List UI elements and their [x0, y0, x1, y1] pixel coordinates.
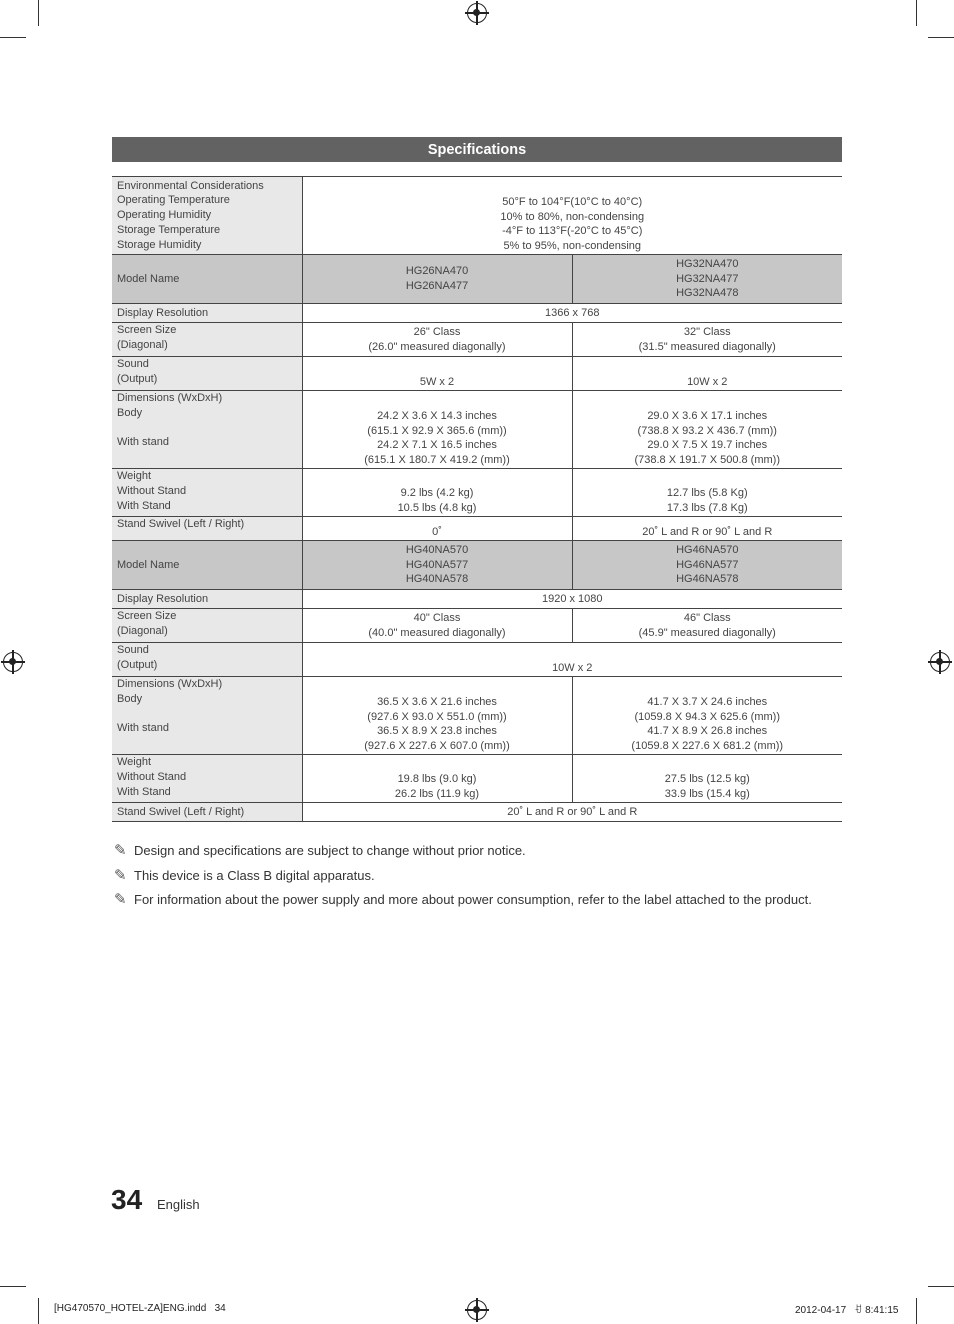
page-title: Specifications — [112, 137, 842, 162]
table-cell: 40" Class (40.0" measured diagonally) — [302, 609, 572, 643]
table-row — [112, 391, 842, 469]
crop-mark — [38, 1298, 39, 1324]
table-cell: 20˚ L and R or 90˚ L and R — [302, 803, 842, 822]
table-row — [112, 323, 842, 357]
table-cell: 27.5 lbs (12.5 kg) 33.9 lbs (15.4 kg) — [572, 755, 842, 803]
table-cell: 41.7 X 3.7 X 24.6 inches (1059.8 X 94.3 X 625.6 (mm)) 41.7 X 8.9 X 26.8 inches (1059.8 X 227.6 X 681.2 (mm)) — [572, 677, 842, 755]
table-row — [112, 517, 842, 541]
pencil-icon: ✎ — [114, 891, 127, 908]
table-cell: 26" Class (26.0" measured diagonally) — [302, 323, 572, 357]
row-label: Display Resolution — [112, 590, 302, 609]
registration-mark-icon — [930, 652, 950, 672]
table-cell: 1920 x 1080 — [302, 590, 842, 609]
row-label: Weight Without Stand With Stand — [112, 469, 302, 517]
row-label: Stand Swivel (Left / Right) — [112, 517, 302, 541]
registration-mark-icon — [3, 652, 23, 672]
table-cell: 46" Class (45.9" measured diagonally) — [572, 609, 842, 643]
table-cell: 36.5 X 3.6 X 21.6 inches (927.6 X 93.0 X 551.0 (mm)) 36.5 X 8.9 X 23.8 inches (927.6 X 227.6 X 607.0 (mm)) — [302, 677, 572, 755]
crop-mark — [928, 37, 954, 38]
table-row — [112, 677, 842, 755]
table-cell: 10W x 2 — [572, 357, 842, 391]
crop-mark — [38, 0, 39, 26]
registration-mark-icon — [467, 1300, 487, 1320]
page-number: 34 — [111, 1184, 143, 1215]
table-cell: 1366 x 768 — [302, 304, 842, 323]
pencil-icon: ✎ — [114, 866, 127, 884]
list-item: ✎ Design and specifications are subject to change without prior notice. — [114, 840, 812, 865]
table-cell: 12.7 lbs (5.8 Kg) 17.3 lbs (7.8 Kg) — [572, 469, 842, 517]
table-row — [112, 541, 842, 590]
model-cell: HG46NA570 HG46NA577 HG46NA578 — [572, 541, 842, 590]
table-cell: 0˚ — [302, 517, 572, 541]
table-row — [112, 177, 842, 255]
registration-mark-icon — [467, 3, 487, 23]
pencil-icon: ✎ — [114, 842, 127, 859]
row-label: Sound (Output) — [112, 357, 302, 391]
model-cell: HG32NA470 HG32NA477 HG32NA478 — [572, 255, 842, 304]
row-label: Screen Size (Diagonal) — [112, 609, 302, 643]
table-row — [112, 255, 842, 304]
table-cell: 9.2 lbs (4.2 kg) 10.5 lbs (4.8 kg) — [302, 469, 572, 517]
notes — [114, 840, 812, 914]
model-cell: HG40NA570 HG40NA577 HG40NA578 — [302, 541, 572, 590]
table-cell: 20˚ L and R or 90˚ L and R — [572, 517, 842, 541]
crop-mark — [0, 37, 26, 38]
table-row — [112, 643, 842, 677]
table-cell: 32" Class (31.5" measured diagonally) — [572, 323, 842, 357]
slug-filename: [HG470570_HOTEL-ZA]ENG.indd 34 — [54, 1303, 226, 1314]
row-label: Dimensions (WxDxH) Body With stand — [112, 391, 302, 469]
row-label: Screen Size (Diagonal) — [112, 323, 302, 357]
table-row — [112, 755, 842, 803]
crop-mark — [916, 1298, 917, 1324]
table-row — [112, 357, 842, 391]
row-label: Stand Swivel (Left / Right) — [112, 803, 302, 822]
table-row — [112, 469, 842, 517]
crop-mark — [0, 1286, 26, 1287]
row-label: Dimensions (WxDxH) Body With stand — [112, 677, 302, 755]
row-label: Weight Without Stand With Stand — [112, 755, 302, 803]
slug-datetime: 2012-04-17 ꀀ 8:41:15 — [795, 1305, 899, 1316]
table-cell: 19.8 lbs (9.0 kg) 26.2 lbs (11.9 kg) — [302, 755, 572, 803]
specifications-table — [112, 176, 842, 822]
list-item: ✎ For information about the power supply and more about power consumption, refer to the label attached to the product. — [114, 889, 812, 914]
table-cell: 24.2 X 3.6 X 14.3 inches (615.1 X 92.9 X 365.6 (mm)) 24.2 X 7.1 X 16.5 inches (615.1 X 180.7 X 419.2 (mm)) — [302, 391, 572, 469]
row-label: Environmental Considerations Operating Temperature Operating Humidity Storage Temperature Storage Humidity — [112, 177, 302, 255]
table-cell: 10W x 2 — [302, 643, 842, 677]
crop-mark — [928, 1286, 954, 1287]
table-cell: 29.0 X 3.6 X 17.1 inches (738.8 X 93.2 X 436.7 (mm)) 29.0 X 7.5 X 19.7 inches (738.8 X 191.7 X 500.8 (mm)) — [572, 391, 842, 469]
page-language: English — [157, 1197, 200, 1212]
table-cell: 5W x 2 — [302, 357, 572, 391]
list-item: ✎ This device is a Class B digital apparatus. — [114, 865, 812, 890]
row-label: Display Resolution — [112, 304, 302, 323]
table-row — [112, 304, 842, 323]
table-row — [112, 609, 842, 643]
table-row — [112, 590, 842, 609]
table-row — [112, 803, 842, 822]
row-label: Model Name — [112, 255, 302, 304]
row-label: Sound (Output) — [112, 643, 302, 677]
model-cell: HG26NA470 HG26NA477 — [302, 255, 572, 304]
crop-mark — [916, 0, 917, 26]
row-label: Model Name — [112, 541, 302, 590]
environment-values: 50°F to 104°F(10°C to 40°C) 10% to 80%, non-condensing -4°F to 113°F(-20°C to 45°C) 5% to 95%, non-condensing — [302, 177, 842, 255]
